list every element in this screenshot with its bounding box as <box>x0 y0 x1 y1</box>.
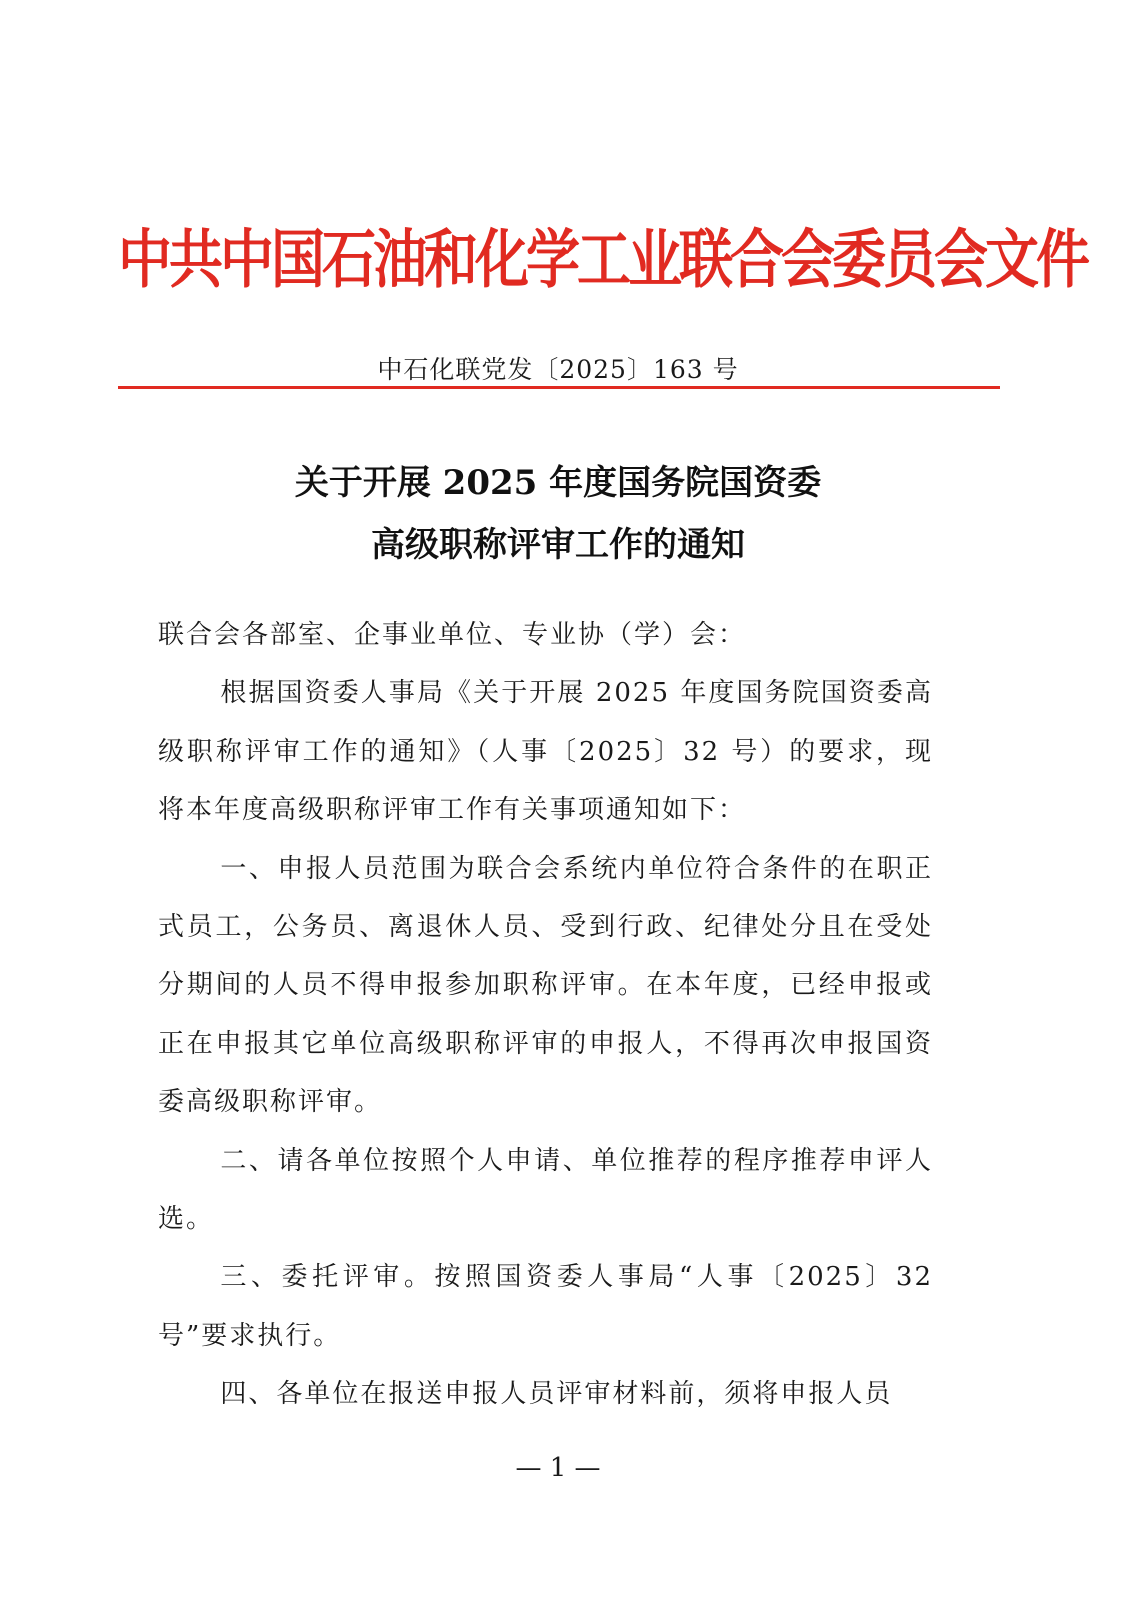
body-paragraph-1: 一、申报人员范围为联合会系统内单位符合条件的在职正式员工，公务员、离退休人员、受到行政、纪律处分且在受处分期间的人员不得申报参加职称评审。在本年度，已经申报或正在申报其它单位高级职称评审的申报人，不得再次申报国资委高级职称评审。 <box>158 853 933 1118</box>
document-number: 中石化联党发〔2025〕163 号 <box>377 355 739 384</box>
body-paragraph-4: 四、各单位在报送申报人员评审材料前，须将申报人员 <box>220 1379 893 1410</box>
notice-body <box>158 606 933 1424</box>
body-paragraph-2: 二、请各单位按照个人申请、单位推荐的程序推荐申评人选。 <box>158 1145 933 1235</box>
notice-title <box>118 452 998 576</box>
red-divider-line <box>118 386 1000 389</box>
page-number: — 1 — <box>515 1453 601 1483</box>
red-header-title: 中共中国石油和化学工业联合会委员会文件 <box>118 221 1087 297</box>
notice-title-line-2: 高级职称评审工作的通知 <box>371 525 745 565</box>
body-paragraph-3: 三、委托评审。按照国资委人事局“人事〔2025〕32 号”要求执行。 <box>158 1262 933 1351</box>
salutation: 联合会各部室、企事业单位、专业协（学）会： <box>158 620 747 650</box>
notice-title-line-1: 关于开展 2025 年度国务院国资委 <box>294 463 822 503</box>
body-paragraph-intro: 根据国资委人事局《关于开展 2025 年度国务院国资委高级职称评审工作的通知》（人事〔2025〕32 号）的要求，现将本年度高级职称评审工作有关事项通知如下： <box>158 678 933 826</box>
